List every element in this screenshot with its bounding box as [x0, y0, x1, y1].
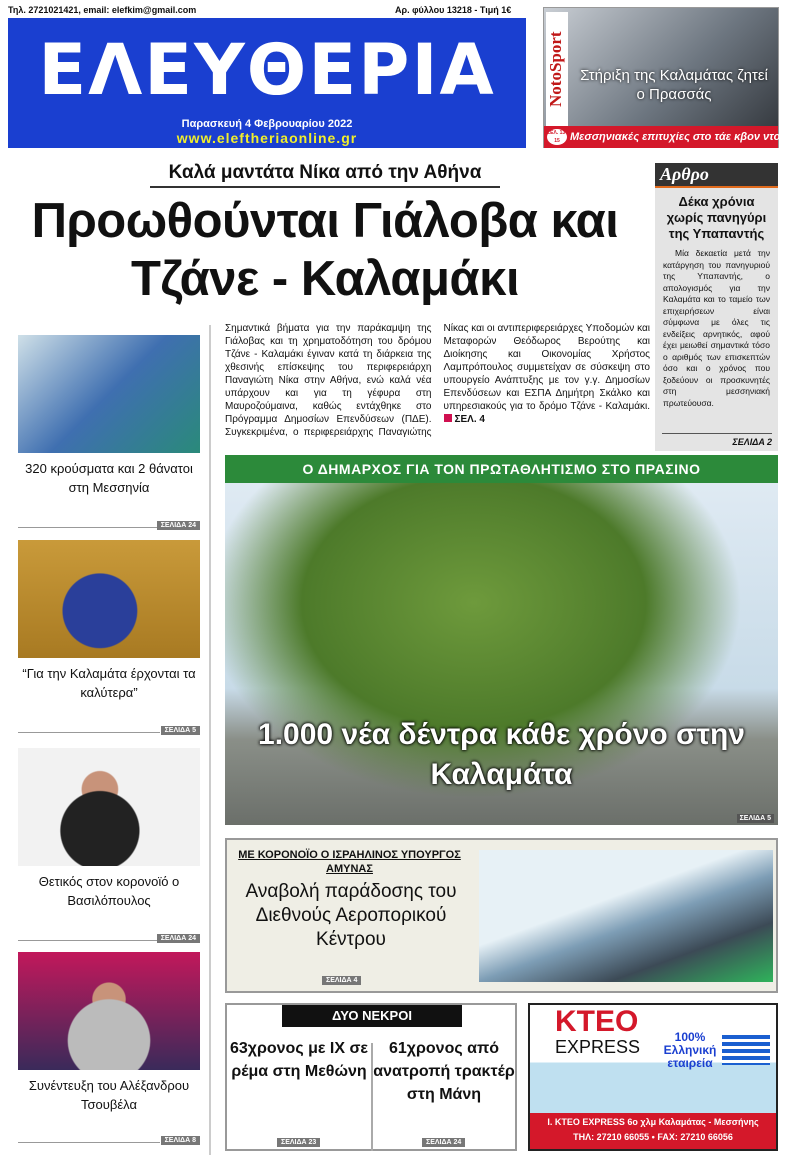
issue-date: Παρασκευή 4 Φεβρουαρίου 2022: [181, 118, 353, 130]
masthead: [8, 18, 526, 148]
story-israel[interactable]: [225, 838, 778, 993]
story-covid[interactable]: [18, 335, 200, 529]
story-caption: Συνέντευξη του Αλέξανδρου Τσουβέλα: [28, 1078, 190, 1112]
trees-photo[interactable]: [225, 483, 778, 825]
pages-badge: ΣΕΛ. 13-15: [547, 130, 567, 144]
death-story-methoni: 63χρονος με ΙΧ σε ρέμα στη Μεθώνη: [229, 1040, 369, 1080]
kteo-advertisement[interactable]: [528, 1003, 778, 1151]
trees-caption: 1.000 νέα δέντρα κάθε χρόνο στην Καλαμάτα: [258, 718, 745, 791]
page-ref: ΣΕΛΙΔΑ 24: [157, 521, 200, 530]
main-headline[interactable]: Προωθούνται Γιάλοβα και Τζάνε - Καλαμάκι: [31, 194, 619, 306]
notosport-headline: Στήριξη της Καλαμάτας ζητεί ο Πρασσάς: [580, 67, 768, 103]
ad-address: I. ΚΤΕΟ EXPRESS 6ο χλμ Καλαμάτας - Μεσσήνης: [547, 1117, 759, 1127]
main-article-body: [225, 322, 650, 439]
page-ref: ΣΕΛΙΔΑ 5: [161, 726, 200, 735]
contact-info: Τηλ. 2721021421, email: elefkim@gmail.com: [8, 5, 197, 15]
opinion-page: ΣΕΛΙΔΑ 2: [662, 433, 772, 447]
article-text: Σημαντικά βήματα για την παράκαμψη της Γιάλοβας και τη χρηματοδότηση του δρόμου Τζάνε - Καλαμάκι έγιναν κατά τη διάρκεια της χθεσινής επίσκεψης του περιφερειάρχη Παναγιώτη Νίκα στην Αθήνα, ενώ καλά νέα υπάρχουν και για τη γέφυρα στη Μαυροζούμαινα, καθώς εντάχθηκε στο Πρόγραμμα Δημοσίων Επενδύσεων (ΠΔΕ). Συγκεκριμένα, ο περιφερειάρχης Παναγιώτης Νίκας και οι αντιπεριφερειάρχες Υποδομών και Μεταφορών Θεόδωρος Βερούτης και Διοίκησης και Οικονομίας Χρήστος Λαμπρόπουλος συμμετείχαν σε σύσκεψη στο υπουργείο Ανάπτυξης με τον γ.γ. Δημοσίων Επενδύσεων και ΕΣΠΑ Δημήτρη Σκάλκο και υπηρεσιακούς για το δρόμο Τζάνε - Καλαμάκι.: [225, 323, 650, 438]
israel-headline: Αναβολή παράδοσης του Διεθνούς Αεροπορικού Κέντρου: [245, 881, 457, 950]
story-kalamata[interactable]: [18, 540, 200, 734]
ad-phones: ΤΗΛ: 27210 66055 • FAX: 27210 66056: [573, 1132, 733, 1142]
ad-contact: [530, 1115, 776, 1145]
issue-info: Αρ. φύλλου 13218 - Τιμή 1€: [395, 5, 512, 15]
notosport-bar: [544, 126, 781, 148]
page-ref: ΣΕΛΙΔΑ 5: [737, 814, 774, 823]
column-divider: [209, 325, 211, 1155]
page-ref: ΣΕΛΙΔΑ 24: [157, 934, 200, 943]
main-kicker: Καλά μαντάτα Νίκα από την Αθήνα: [150, 162, 500, 188]
notosport-promo[interactable]: [543, 7, 779, 148]
deaths-tag: ΔΥΟ ΝΕΚΡΟΙ: [282, 1005, 462, 1027]
story-deaths[interactable]: [225, 1003, 517, 1151]
page-ref: ΣΕΛΙΔΑ 24: [422, 1138, 465, 1147]
interview-photo: [18, 952, 200, 1070]
page-ref: ΣΕΛ. 4: [444, 414, 485, 425]
newspaper-logo: ΕΛΕΥΘΕΡΙΑ: [38, 29, 496, 111]
israel-kicker: ΜΕ ΚΟΡΟΝΟΪΟ Ο ΙΣΡΑΗΛΙΝΟΣ ΥΠΟΥΡΓΟΣ ΑΜΥΝΑΣ: [238, 849, 461, 875]
green-banner: Ο ΔΗΜΑΡΧΟΣ ΓΙΑ ΤΟΝ ΠΡΩΤΑΘΛΗΤΙΣΜΟ ΣΤΟ ΠΡΑΣΙΝΟ: [225, 455, 778, 483]
notosport-bar-text: Μεσσηνιακές επιτυχίες στο τάε κβον ντο: [570, 131, 781, 143]
story-caption: Θετικός στον κορονοϊό ο Βασιλόπουλος: [38, 874, 180, 908]
opinion-body: Μία δεκαετία μετά την κατάργηση του πανηγυριού της Υπαπαντής, ο απολογισμός για την Καλαμάτα και το ταμείο των επιχειρήσεων είναι σύμφωνα με όλες τις ενδείξεις αρνητικός, αφού έχει μειωθεί σημαντικά τόσο ο αριθμός των επισκεπτών όσο και ο χρόνος που ξοδεύουν οι προσκυνητές στη μεσσηνιακή πρωτεύουσα.: [663, 248, 770, 408]
death-story-mani: 61χρονος από ανατροπή τρακτέρ στη Μάνη: [373, 1040, 515, 1103]
hospital-photo: [18, 335, 200, 453]
ad-brand-sub: EXPRESS: [555, 1037, 641, 1057]
story-caption: “Για την Καλαμάτα έρχονται τα καλύτερα”: [22, 666, 196, 700]
website-link[interactable]: www.eleftheriaonline.gr: [176, 130, 358, 146]
notosport-logo: NotoSport: [546, 12, 568, 127]
opinion-tag: Αρθρο: [655, 163, 778, 188]
opinion-title: Δέκα χρόνια χωρίς πανηγύρι της Υπαπαντής: [666, 194, 767, 241]
ad-claim: 100% Ελληνική εταιρεία: [663, 1030, 717, 1070]
pilot-photo: [479, 850, 773, 982]
politician-photo: [18, 540, 200, 658]
article-opinion[interactable]: [655, 163, 778, 451]
story-vasilopoulos[interactable]: [18, 748, 200, 942]
page-ref: ΣΕΛΙΔΑ 4: [322, 976, 361, 985]
greek-flag-icon: [722, 1035, 770, 1065]
story-interview[interactable]: [18, 952, 200, 1144]
ad-brand: ΚΤΕΟ: [555, 1005, 639, 1038]
page-ref: ΣΕΛΙΔΑ 23: [277, 1138, 320, 1147]
mayor-photo: [18, 748, 200, 866]
page-ref: ΣΕΛΙΔΑ 8: [161, 1136, 200, 1145]
story-caption: 320 κρούσματα και 2 θάνατοι στη Μεσσηνία: [25, 461, 193, 495]
